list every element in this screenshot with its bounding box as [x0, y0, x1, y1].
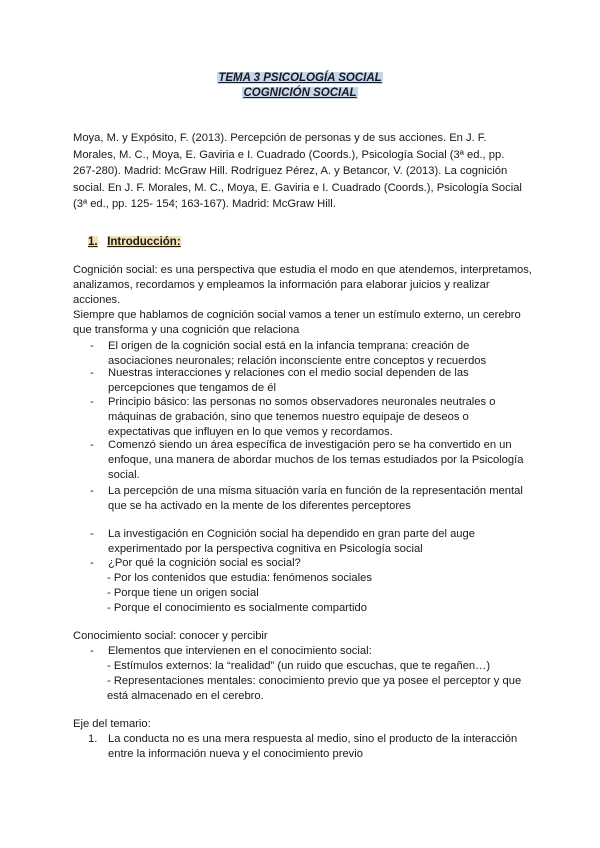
bullet-line: ¿Por qué la cognición social es social? — [108, 557, 301, 569]
intro-line: acciones. — [73, 294, 121, 306]
item-line: La conducta no es una mera respuesta al medio, sino el producto de la interacción — [108, 733, 518, 745]
bullet-dash: - — [90, 485, 94, 497]
section-number: 1. — [88, 236, 98, 248]
bullet-line: social. — [108, 469, 140, 481]
reference-line: Morales, M. C., Moya, E. Gaviria e I. Cuadrado (Coords.), Psicología Social (3ª ed., pp. — [73, 148, 505, 161]
reference-block — [73, 130, 535, 213]
bullet-dash: - — [90, 439, 94, 451]
why-social-item: - Porque tiene un origen social — [107, 587, 259, 599]
bullet-line: que se ha activado en la mente de los diferentes perceptores — [108, 500, 411, 512]
title-text-1: TEMA 3 PSICOLOGÍA SOCIAL — [218, 72, 382, 84]
reference-line: 267-280). Madrid: McGraw Hill. Rodríguez Pérez, A. y Betancor, V. (2013). La cognición — [73, 165, 508, 178]
why-social-item: - Por los contenidos que estudia: fenómenos sociales — [107, 572, 372, 584]
bullet-dash: - — [90, 367, 94, 379]
bullet-item — [90, 339, 550, 369]
bullet-dash: - — [90, 396, 94, 408]
reference-line: social. En J. F. Morales, M. C., Moya, E. Gaviria e I. Cuadrado (Coords.), Psicología Social — [73, 181, 522, 194]
axis-heading: Eje del temario: — [73, 718, 151, 730]
bullet-line: La percepción de una misma situación varía en función de la representación mental — [108, 485, 523, 497]
bullet-item — [90, 556, 550, 571]
bullet-line: enfoque, una manera de abordar muchos de los temas estudiados por la Psicología — [108, 454, 524, 466]
reference-line: (3ª ed., pp. 125- 154; 163-167). Madrid: McGraw Hill. — [73, 198, 336, 211]
bullet-item — [90, 484, 550, 514]
bullet-line: Comenzó siendo un área específica de investigación pero se ha convertido en un — [108, 439, 512, 451]
knowledge-sub-list — [107, 659, 537, 704]
bullet-dash: - — [90, 340, 94, 352]
bullet-line: máquinas de grabación, sino que tenemos nuestro equipaje de deseos o — [108, 411, 469, 423]
bullet-line: El origen de la cognición social está en la infancia temprana: creación de — [108, 340, 470, 352]
item-number: 1. — [88, 733, 98, 745]
bullet-line: Elementos que intervienen en el conocimiento social: — [108, 645, 372, 657]
bullet-line: Nuestras interacciones y relaciones con el medio social dependen de las — [108, 367, 469, 379]
intro-line: analizamos, recordamos y empleamos la información para elaborar juicios y realizar — [73, 279, 490, 291]
bullet-item — [90, 644, 550, 659]
knowledge-heading: Conocimiento social: conocer y percibir — [73, 630, 268, 642]
why-social-list — [107, 571, 537, 616]
bullet-line: Principio básico: las personas no somos observadores neuronales neutrales o — [108, 396, 496, 408]
title-text-2: COGNICIÓN SOCIAL — [243, 87, 357, 99]
section-title: Introducción: — [107, 236, 181, 248]
bullet-item — [90, 527, 550, 557]
bullet-line: percepciones que tengamos de él — [108, 382, 276, 394]
bullet-line: experimentado por la perspectiva cognitiva en Psicología social — [108, 543, 423, 555]
section-heading — [88, 236, 181, 248]
title-line-2 — [0, 87, 600, 99]
item-line: entre la información nueva y el conocimiento previo — [108, 748, 363, 760]
intro-line: Siempre que hablamos de cognición social vamos a tener un estímulo externo, un cerebro — [73, 309, 521, 321]
intro-line: que transforma y una cognición que relaciona — [73, 324, 300, 336]
bullet-dash: - — [90, 645, 94, 657]
knowledge-sub-item: - Representaciones mentales: conocimiento previo que ya posee el perceptor y que — [107, 675, 522, 687]
why-social-item: - Porque el conocimiento es socialmente compartido — [107, 602, 367, 614]
bullet-item — [90, 395, 550, 440]
knowledge-sub-item: está almacenado en el cerebro. — [107, 690, 264, 702]
bullet-item — [90, 438, 550, 483]
title-line-1 — [0, 72, 600, 84]
knowledge-sub-item: - Estímulos externos: la “realidad” (un ruido que escuchas, que te regañen…) — [107, 660, 491, 672]
reference-line: Moya, M. y Expósito, F. (2013). Percepción de personas y de sus acciones. En J. F. — [73, 132, 487, 144]
numbered-item — [88, 732, 548, 762]
bullet-line: La investigación en Cognición social ha dependido en gran parte del auge — [108, 528, 475, 540]
bullet-line: asociaciones neuronales; relación inconsciente entre conceptos y recuerdos — [108, 355, 487, 367]
intro-line: Cognición social: es una perspectiva que estudia el modo en que atendemos, interpretamos, — [73, 264, 532, 276]
bullet-item — [90, 366, 550, 396]
bullet-dash: - — [90, 557, 94, 569]
intro-paragraph — [73, 263, 543, 338]
bullet-dash: - — [90, 528, 94, 540]
bullet-line: expectativas que influyen en lo que vemos y recordamos. — [108, 426, 393, 438]
